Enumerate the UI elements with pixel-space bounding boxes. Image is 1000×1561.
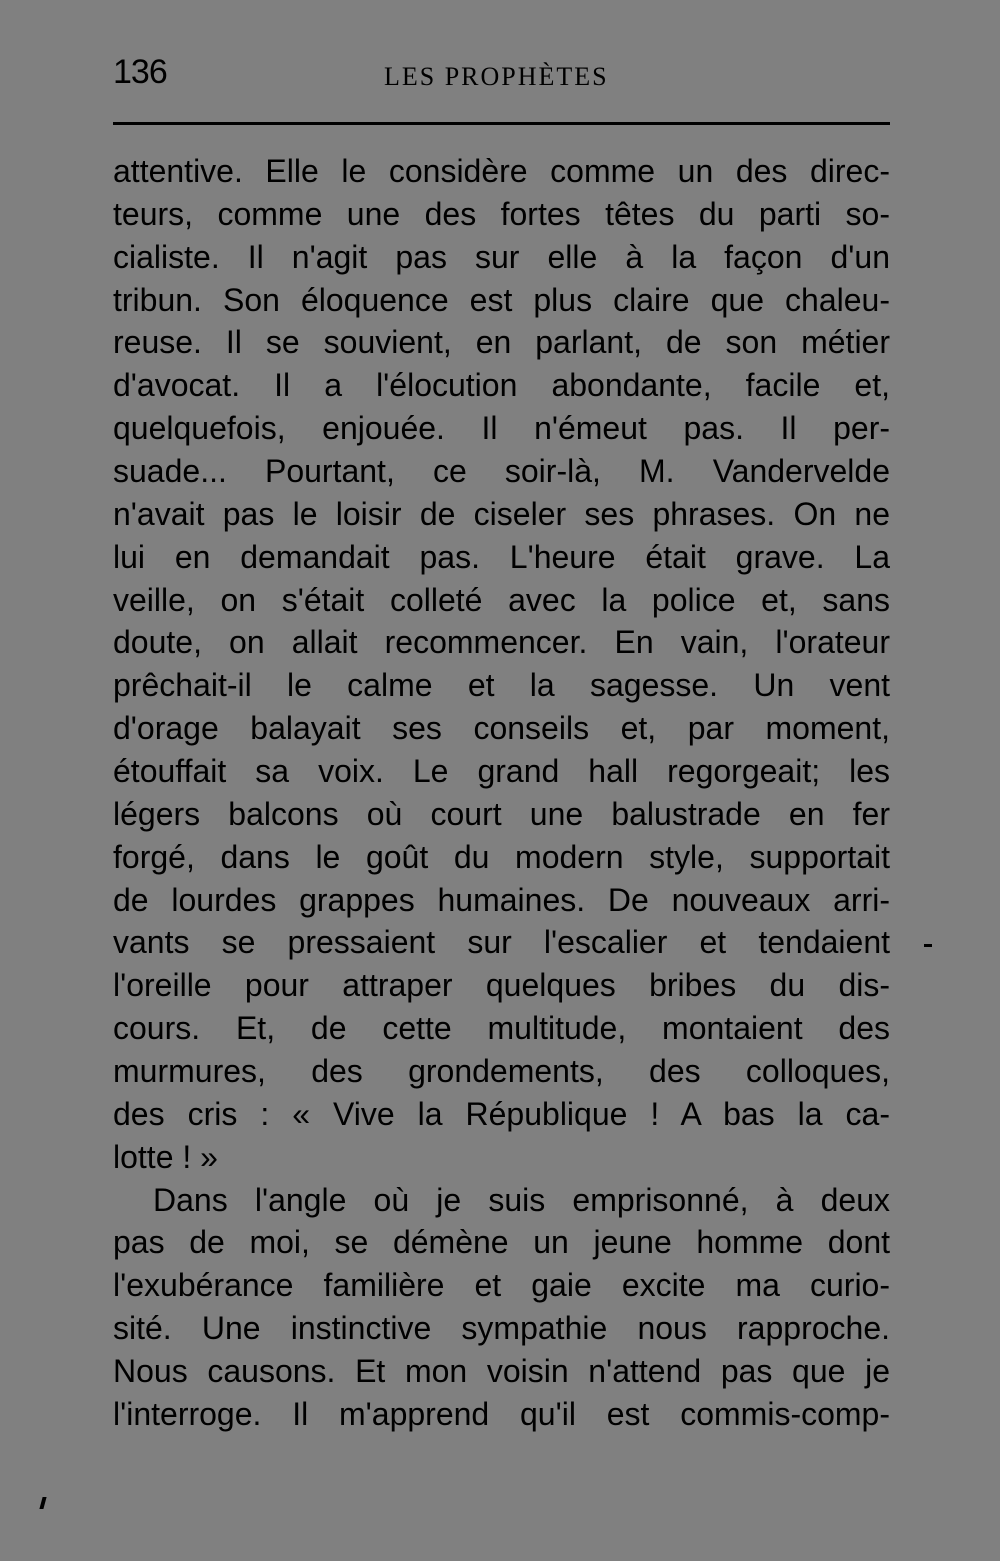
text-line: n'avait pas le loisir de ciseler ses phrases. On ne [113,495,890,532]
text-line: légers balcons où court une balustrade en fer [113,795,890,832]
text-line: étouffait sa voix. Le grand hall regorgeait; les [113,753,890,790]
text-line: murmures, des grondements, des colloques, [113,1053,890,1090]
text-line: tribun. Son éloquence est plus claire que chaleu- [113,281,890,318]
text-line: cours. Et, de cette multitude, montaient des [113,1010,890,1047]
page-number: 136 [113,53,167,91]
running-title: LES PROPHÈTES [384,62,609,91]
text-line: attentive. Elle le considère comme un des direc- [113,153,890,189]
text-line: sité. Une instinctive sympathie nous rapproche. [113,1310,890,1347]
text-line: Dans l'angle où je suis emprisonné, à deux [153,1181,890,1218]
text-line: veille, on s'était colleté avec la police et, sans [113,581,890,618]
text-line: vants se pressaient sur l'escalier et tendaient [113,924,890,961]
text-line: l'interroge. Il m'apprend qu'il est commis-comp- [113,1395,890,1432]
text-line: quelquefois, enjouée. Il n'émeut pas. Il per- [113,410,890,447]
text-line: des cris : « Vive la République ! A bas la ca- [113,1095,890,1132]
body-text [113,150,890,1436]
text-line: reuse. Il se souvient, en parlant, de son métier [113,324,890,361]
text-line: lotte ! » [113,1138,218,1175]
text-line: d'orage balayait ses conseils et, par moment, [113,710,890,747]
text-line: lui en demandait pas. L'heure était grave. La [113,538,890,575]
text-line: Nous causons. Et mon voisin n'attend pas que je [113,1353,890,1390]
text-line: doute, on allait recommencer. En vain, l'orateur [113,624,890,661]
margin-dash-mark [924,944,932,947]
corner-speck-mark [39,1497,46,1509]
text-line: pas de moi, se démène un jeune homme dont [113,1224,890,1261]
text-line: l'oreille pour attraper quelques bribes du dis- [113,967,890,1004]
text-line: d'avocat. Il a l'élocution abondante, facile et, [113,367,890,404]
text-line: l'exubérance familière et gaie excite ma curio- [113,1267,890,1304]
text-line: teurs, comme une des fortes têtes du parti so- [113,195,890,232]
running-head [0,0,1000,130]
text-line: cialiste. Il n'agit pas sur elle à la façon d'un [113,238,890,275]
text-line: de lourdes grappes humaines. De nouveaux arri- [113,881,890,918]
text-line: forgé, dans le goût du modern style, supportait [113,838,890,875]
header-rule [113,122,890,125]
text-line: prêchait-il le calme et la sagesse. Un vent [113,667,890,704]
text-line: suade... Pourtant, ce soir-là, M. Vandervelde [113,453,890,490]
